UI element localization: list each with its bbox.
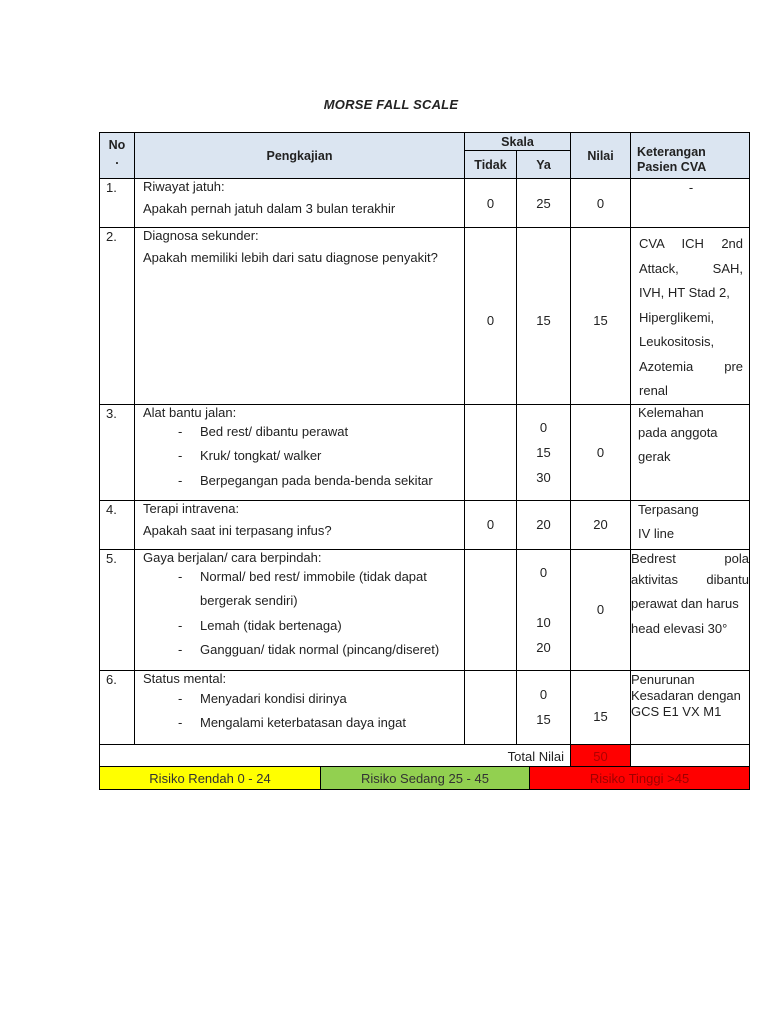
assessment-question: Apakah saat ini terpasang infus? <box>143 522 332 538</box>
assessment-title: Riwayat jatuh: <box>143 179 225 194</box>
row-number: 3. <box>100 404 135 500</box>
total-value: 50 <box>571 744 631 768</box>
note-cell: Terpasang IV line <box>631 500 750 549</box>
list-item: - Gangguan/ tidak normal (pincang/diseret) <box>178 642 440 657</box>
score-ya: 15 <box>517 228 571 405</box>
assessment-question: Apakah memiliki lebih dari satu diagnose penyakit? <box>143 250 438 265</box>
row-number: 2. <box>100 228 135 405</box>
score-nilai: 15 <box>571 228 631 405</box>
row-number: 6. <box>100 670 135 744</box>
header-pengkajian: Pengkajian <box>135 133 465 179</box>
document-title: MORSE FALL SCALE <box>323 97 459 112</box>
list-item: - Berpegangan pada benda-benda sekitar <box>178 472 433 488</box>
header-tidak: Tidak <box>465 151 517 179</box>
header-keterangan: Keterangan Pasien CVA <box>631 133 750 179</box>
assessment-cell <box>135 179 465 228</box>
header-nilai: Nilai <box>571 133 631 179</box>
list-item: - Bed rest/ dibantu perawat <box>178 423 349 439</box>
risk-low-badge: Risiko Rendah 0 - 24 <box>100 767 321 790</box>
assessment-cell <box>135 404 465 500</box>
note-cell: Bedrest pola aktivitas dibantu perawat dan harus head elevasi 30° <box>631 549 750 670</box>
score-ya: 25 <box>517 179 571 228</box>
score-ya-list: 0 15 <box>517 670 571 744</box>
table-row <box>100 179 750 228</box>
score-tidak <box>465 670 517 744</box>
score-nilai: 15 <box>571 670 631 744</box>
list-item: - Normal/ bed rest/ immobile (tidak dapat <box>178 568 427 584</box>
score-tidak <box>465 549 517 670</box>
total-empty-cell <box>631 744 750 768</box>
morse-fall-scale-table <box>99 132 750 769</box>
note-cell: CVA ICH 2nd Attack, SAH, IVH, HT Stad 2, Hiperglikemi, Leukositosis, Azotemia pre renal <box>631 228 750 405</box>
assessment-title: Gaya berjalan/ cara berpindah: <box>143 549 322 565</box>
table-row <box>100 228 750 405</box>
total-row <box>100 744 750 768</box>
score-ya-list: 0 15 30 <box>517 404 571 500</box>
header-ya: Ya <box>517 151 571 179</box>
assessment-cell <box>135 228 465 405</box>
table-row <box>100 404 750 500</box>
note-cell: Kelemahan pada anggota gerak <box>631 404 750 500</box>
score-tidak <box>465 404 517 500</box>
score-tidak: 0 <box>465 500 517 549</box>
score-nilai: 0 <box>571 404 631 500</box>
score-ya: 20 <box>517 500 571 549</box>
header-no: No . <box>100 133 135 179</box>
list-item: bergerak sendiri) <box>200 593 298 608</box>
assessment-title: Status mental: <box>143 670 227 686</box>
table-row <box>100 549 750 670</box>
table-row <box>100 670 750 744</box>
assessment-cell <box>135 670 465 744</box>
assessment-cell <box>135 549 465 670</box>
assessment-question: Apakah pernah jatuh dalam 3 bulan terakhir <box>143 201 396 216</box>
score-ya-list: 0 10 20 <box>517 549 571 670</box>
total-label: Total Nilai <box>100 744 571 768</box>
assessment-title: Alat bantu jalan: <box>143 404 237 420</box>
row-number: 1. <box>100 179 135 228</box>
list-item: - Mengalami keterbatasan daya ingat <box>178 715 406 730</box>
score-nilai: 20 <box>571 500 631 549</box>
score-tidak: 0 <box>465 179 517 228</box>
note-cell: - <box>631 179 750 228</box>
note-cell: Penurunan Kesadaran dengan GCS E1 VX M1 <box>631 670 750 744</box>
score-nilai: 0 <box>571 549 631 670</box>
list-item: - Lemah (tidak bertenaga) <box>178 617 342 633</box>
risk-medium-badge: Risiko Sedang 25 - 45 <box>321 767 530 790</box>
list-item: - Menyadari kondisi dirinya <box>178 690 347 706</box>
risk-legend <box>99 766 750 790</box>
list-item: - Kruk/ tongkat/ walker <box>178 448 322 463</box>
row-number: 4. <box>100 500 135 549</box>
assessment-title: Diagnosa sekunder: <box>143 228 259 243</box>
score-nilai: 0 <box>571 179 631 228</box>
assessment-title: Terapi intravena: <box>143 500 240 516</box>
score-tidak: 0 <box>465 228 517 405</box>
header-skala: Skala <box>465 133 571 151</box>
risk-high-badge: Risiko Tinggi >45 <box>530 767 750 790</box>
row-number: 5. <box>100 549 135 670</box>
table-row <box>100 500 750 549</box>
assessment-cell <box>135 500 465 549</box>
